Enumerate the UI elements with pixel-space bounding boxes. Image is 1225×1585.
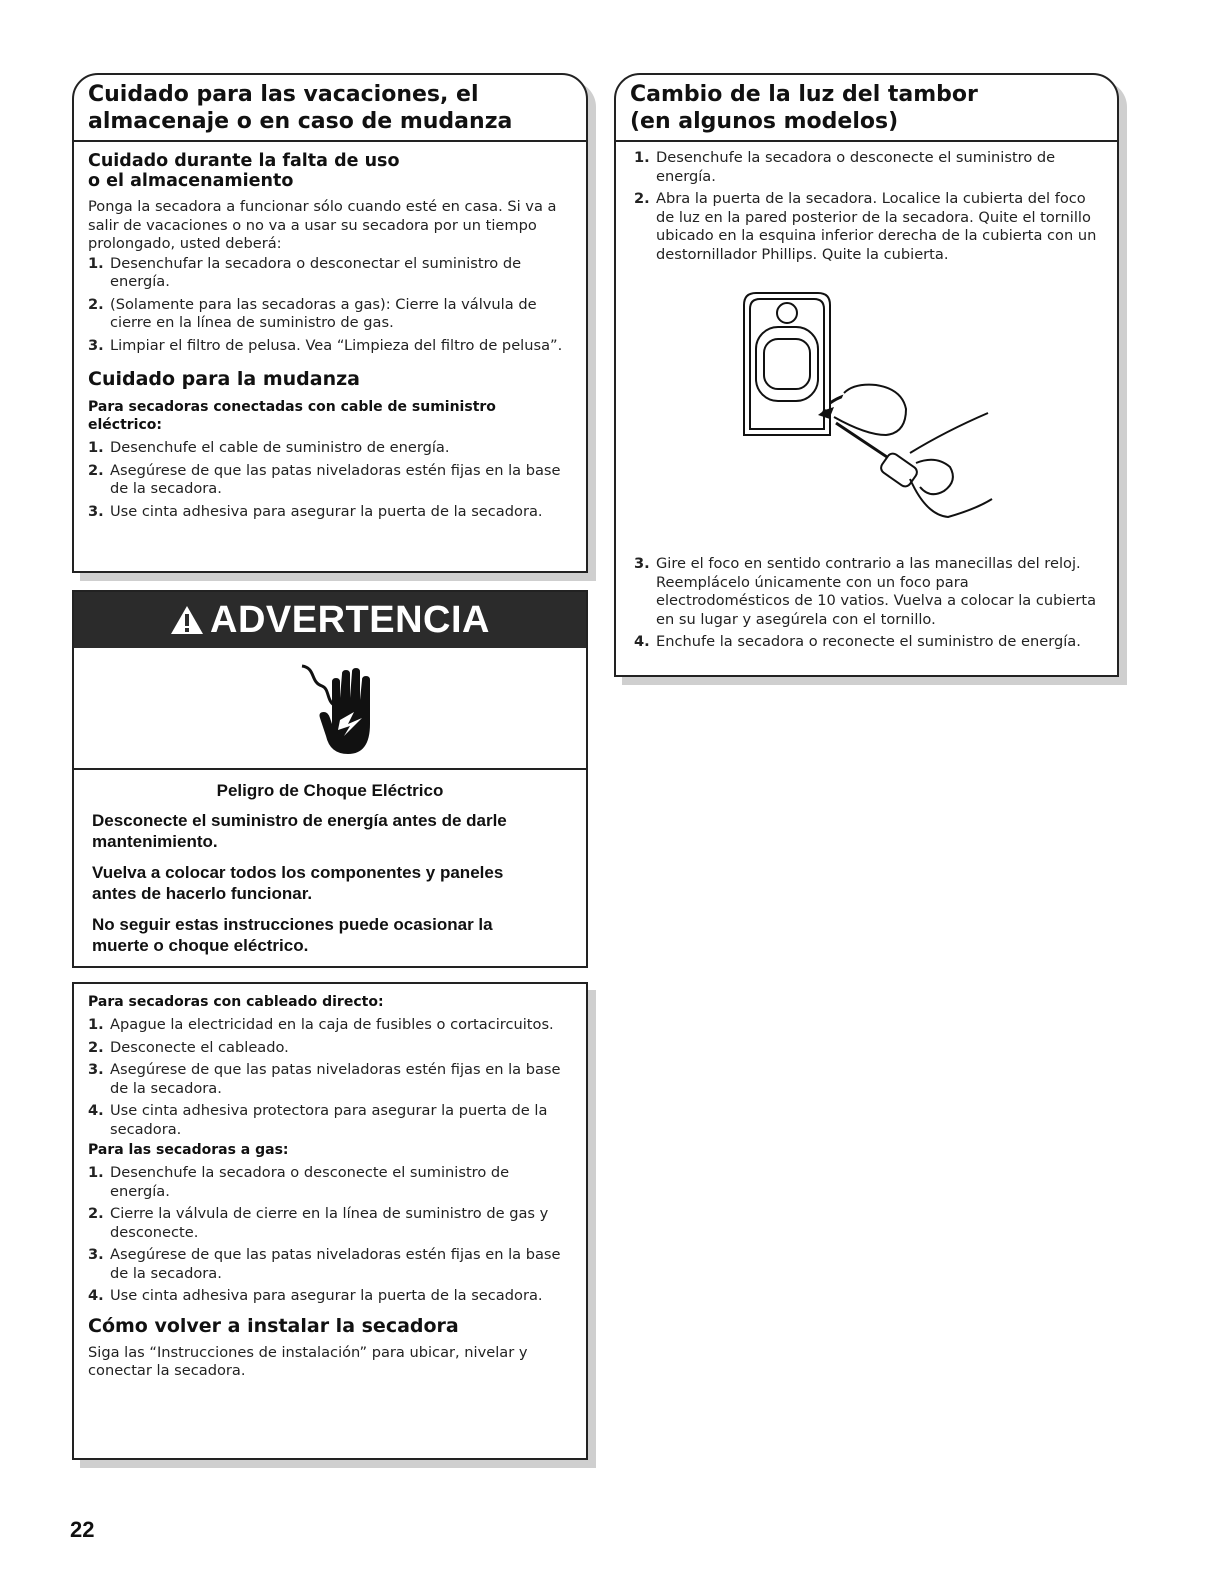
- step-text: Desenchufar la secadora o desconectar el suministro de energía.: [110, 254, 522, 290]
- step-number: 2.: [88, 461, 104, 479]
- moving-steps: [88, 439, 572, 521]
- moving-heading: Cuidado para la mudanza: [88, 368, 361, 390]
- step-number: 1.: [88, 254, 104, 272]
- light-cover-screwdriver-illustration: [726, 285, 1026, 535]
- step-text: Use cinta adhesiva para asegurar la puerta de la secadora.: [110, 1287, 543, 1304]
- step-item: [634, 555, 1105, 629]
- step-item: [88, 1246, 572, 1283]
- moving-wiring-section: [72, 982, 588, 1460]
- vacation-care-section: [72, 73, 588, 573]
- step-text: Desenchufe la secadora o desconecte el suministro de energía.: [656, 149, 1056, 185]
- step-text: Asegúrese de que las patas niveladoras estén fijas en la base de la secadora.: [110, 461, 561, 497]
- step-text: Gire el foco en sentido contrario a las manecillas del reloj. Reemplácelo únicamente con un foco para electrodomésticos de 10 vatios. Vuelva a colocar la cubierta en su lugar y asegúrela con el tornillo.: [656, 555, 1097, 628]
- warning-box: [72, 590, 588, 968]
- warning-triangle-icon: [170, 605, 204, 635]
- warning-lines: [92, 810, 526, 966]
- drum-light-section: [614, 73, 1119, 677]
- step-item: [88, 255, 572, 292]
- drum-light-steps-top: [616, 142, 1117, 264]
- page-number: 22: [70, 1517, 95, 1542]
- step-text: Asegúrese de que las patas niveladoras estén fijas en la base de la secadora.: [110, 1246, 561, 1282]
- gas-dryers-lead: Para las secadoras a gas:: [88, 1142, 289, 1158]
- step-number: 3.: [88, 1246, 104, 1263]
- storage-steps: [88, 255, 572, 356]
- step-item: [634, 149, 1099, 186]
- step-number: 3.: [634, 555, 650, 572]
- step-item: [88, 337, 572, 356]
- step-number: 4.: [634, 633, 650, 650]
- step-item: [88, 1102, 572, 1139]
- step-text: Use cinta adhesiva para asegurar la puerta de la secadora.: [110, 502, 543, 520]
- step-number: 4.: [88, 1102, 104, 1119]
- step-number: 2.: [88, 1205, 104, 1222]
- warning-line: No seguir estas instrucciones puede ocasionar la muerte o choque eléctrico.: [92, 915, 493, 955]
- step-text: Limpiar el filtro de pelusa. Vea “Limpieza del filtro de pelusa”.: [110, 336, 563, 354]
- step-item: [88, 1287, 572, 1306]
- warning-title: ADVERTENCIA: [210, 598, 490, 641]
- step-text: Desenchufe el cable de suministro de energía.: [110, 439, 450, 456]
- storage-heading: Cuidado durante la falta de uso o el almacenamiento: [88, 151, 400, 191]
- step-text: (Solamente para las secadoras a gas): Cierre la válvula de cierre en la línea de suministro de gas.: [110, 295, 537, 331]
- vacation-care-title: Cuidado para las vacaciones, el almacenaje o en caso de mudanza: [74, 75, 586, 142]
- step-item: [88, 1039, 572, 1058]
- step-item: [634, 633, 1105, 652]
- step-text: Use cinta adhesiva protectora para asegurar la puerta de la secadora.: [110, 1102, 548, 1138]
- step-item: [88, 439, 572, 458]
- step-number: 1.: [88, 1164, 104, 1181]
- step-item: [634, 190, 1099, 264]
- step-text: Cierre la válvula de cierre en la línea de suministro de gas y desconecte.: [110, 1205, 549, 1241]
- step-text: Asegúrese de que las patas niveladoras estén fijas en la base de la secadora.: [110, 1061, 561, 1097]
- step-number: 2.: [88, 1038, 104, 1056]
- step-text: Desconecte el cableado.: [110, 1038, 289, 1056]
- step-item: [88, 296, 572, 333]
- warning-header: [74, 592, 586, 770]
- step-number: 4.: [88, 1287, 104, 1304]
- step-item: [88, 1061, 572, 1098]
- hazard-title: Peligro de Choque Eléctrico: [216, 781, 444, 800]
- warning-line: Vuelva a colocar todos los componentes y paneles antes de hacerlo funcionar.: [92, 863, 504, 903]
- moving-lead: Para secadoras conectadas con cable de suministro eléctrico:: [88, 399, 496, 433]
- step-text: Apague la electricidad en la caja de fusibles o cortacircuitos.: [110, 1016, 554, 1033]
- reinstall-heading: Cómo volver a instalar la secadora: [88, 1314, 459, 1337]
- step-number: 2.: [634, 190, 650, 207]
- step-number: 2.: [88, 295, 104, 313]
- storage-intro: Ponga la secadora a funcionar sólo cuando esté en casa. Si va a salir de vacaciones o no va a usar su secadora por un tiempo prolongado, usted deberá:: [88, 198, 557, 252]
- step-number: 1.: [88, 439, 104, 456]
- step-item: [88, 1016, 572, 1035]
- step-text: Enchufe la secadora o reconecte el suministro de energía.: [656, 633, 1081, 650]
- step-item: [88, 1164, 572, 1201]
- step-text: Abra la puerta de la secadora. Localice la cubierta del foco de luz en la pared posterior de la secadora. Quite el tornillo ubicado en la esquina inferior derecha de la cubierta con un destornillador Phillips. Quite la cubierta.: [656, 190, 1097, 263]
- step-number: 1.: [634, 149, 650, 166]
- warning-line: Desconecte el suministro de energía antes de darle mantenimiento.: [92, 811, 507, 851]
- gas-dryers-steps: [88, 1164, 572, 1306]
- reinstall-text: Siga las “Instrucciones de instalación” para ubicar, nivelar y conectar la secadora.: [88, 1343, 528, 1379]
- step-item: [88, 503, 572, 522]
- step-number: 3.: [88, 1061, 104, 1078]
- step-number: 3.: [88, 336, 104, 354]
- direct-wired-steps: [88, 1016, 572, 1139]
- drum-light-title: Cambio de la luz del tambor (en algunos modelos): [616, 75, 1117, 142]
- step-item: [88, 462, 572, 499]
- drum-light-steps-bottom: [616, 555, 1117, 656]
- step-item: [88, 1205, 572, 1242]
- electric-shock-hand-icon: [296, 662, 376, 762]
- warning-banner: [74, 592, 586, 648]
- step-number: 1.: [88, 1016, 104, 1033]
- direct-wired-lead: Para secadoras con cableado directo:: [88, 994, 384, 1010]
- step-text: Desenchufe la secadora o desconecte el suministro de energía.: [110, 1164, 510, 1200]
- step-number: 3.: [88, 502, 104, 520]
